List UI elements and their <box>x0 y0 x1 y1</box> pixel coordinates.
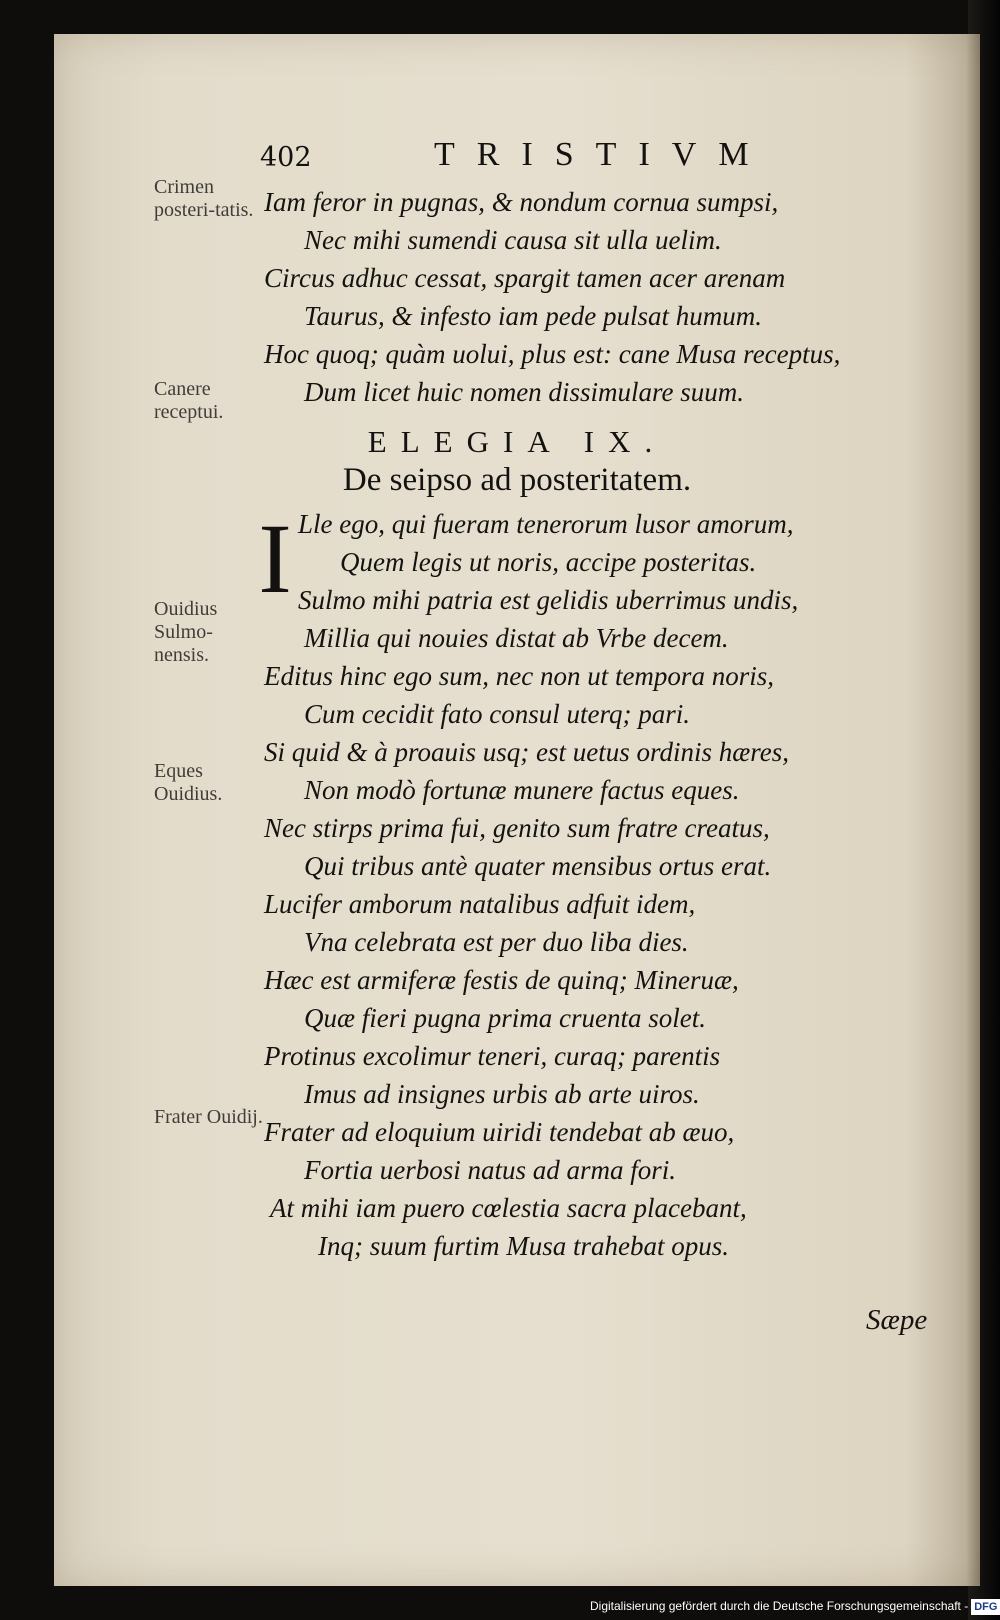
side-note-canere: Canere receptui. <box>154 378 224 423</box>
verse-line: Hæc est armiferæ festis de quinq; Mineruæ, <box>264 965 739 995</box>
verse-line: Nec stirps prima fui, genito sum fratre creatus, <box>264 813 770 843</box>
verse-line: Imus ad insignes urbis ab arte uiros. <box>304 1079 700 1109</box>
verse-line: Inq; suum furtim Musa trahebat opus. <box>318 1231 729 1261</box>
verse-line: Iam feror in pugnas, & nondum cornua sumpsi, <box>264 187 779 217</box>
verse-line: Editus hinc ego sum, nec non ut tempora noris, <box>264 661 774 691</box>
verse-line: Taurus, & infesto iam pede pulsat humum. <box>304 301 763 331</box>
verse-line: Circus adhuc cessat, spargit tamen acer arenam <box>264 263 786 293</box>
verse-line: Non modò fortunæ munere factus eques. <box>304 775 740 805</box>
verse-line: Lucifer amborum natalibus adfuit idem, <box>264 889 696 919</box>
verse-line: Sulmo mihi patria est gelidis uberrimus undis, <box>298 585 799 615</box>
verse-line: Nec mihi sumendi causa sit ulla uelim. <box>304 225 722 255</box>
catchword: Sæpe <box>866 1304 928 1336</box>
side-note-crimen: Crimen posteri-tatis. <box>154 176 254 221</box>
verse-line: Protinus excolimur teneri, curaq; parentis <box>264 1041 721 1071</box>
page-number: 402 <box>260 142 312 173</box>
running-title: TRISTIVM <box>434 136 771 173</box>
verse-line: At mihi iam puero cœlestia sacra placebant, <box>270 1193 747 1223</box>
verse-line: Fortia uerbosi natus ad arma fori. <box>304 1155 677 1185</box>
dfg-logo: DFG <box>971 1599 1000 1615</box>
side-note-frater: Frater Ouidij. <box>154 1106 263 1128</box>
verse-line: Dum licet huic nomen dissimulare suum. <box>304 377 744 407</box>
verse-line: Millia qui nouies distat ab Vrbe decem. <box>304 623 729 653</box>
side-note-eques: Eques Ouidius. <box>154 760 223 805</box>
verse-line: Si quid & à proauis usq; est uetus ordinis hæres, <box>264 737 790 767</box>
digitization-credit <box>590 1596 1000 1616</box>
side-note-ouidius: Ouidius Sulmo-nensis. <box>154 598 218 666</box>
verse-line: Vna celebrata est per duo liba dies. <box>304 927 689 957</box>
verse-line: Quæ fieri pugna prima cruenta solet. <box>304 1003 706 1033</box>
verse-line: Frater ad eloquium uiridi tendebat ab æuo, <box>264 1117 735 1147</box>
dropcap-letter <box>254 512 296 600</box>
verse-line: Cum cecidit fato consul uterq; pari. <box>304 699 690 729</box>
elegy-heading: ELEGIA IX. <box>367 424 667 459</box>
verse-line: Lle ego, qui fueram tenerorum lusor amorum, <box>298 509 794 539</box>
running-head <box>54 136 980 180</box>
book-page <box>54 34 980 1586</box>
verse-line: Hoc quoq; quàm uolui, plus est: cane Musa receptus, <box>264 339 841 369</box>
elegy-subtitle: De seipso ad posteritatem. <box>342 462 692 498</box>
verse-line: Quem legis ut noris, accipe posteritas. <box>340 547 757 577</box>
credit-text: Digitalisierung gefördert durch die Deutsche Forschungsgemeinschaft - <box>590 1599 969 1613</box>
svg-text:I: I <box>258 512 292 600</box>
verse-line: Qui tribus antè quater mensibus ortus erat. <box>304 851 772 881</box>
